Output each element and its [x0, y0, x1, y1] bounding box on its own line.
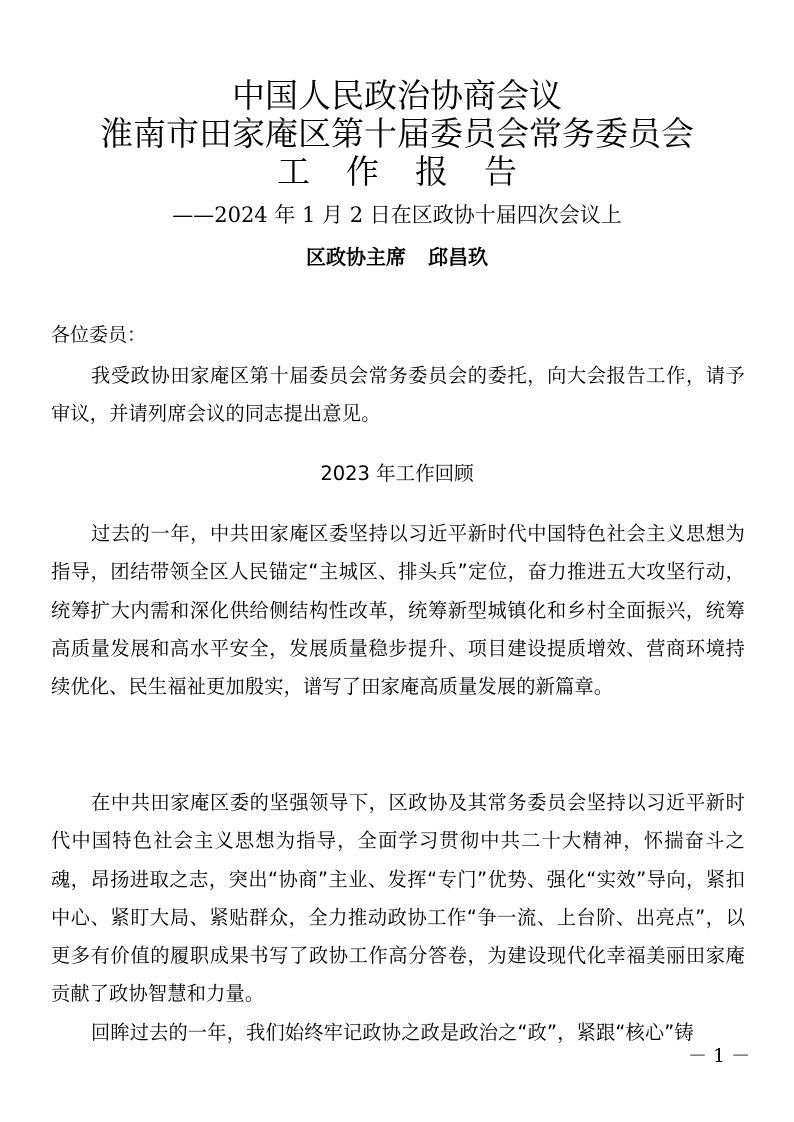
section-heading: 2023 年工作回顾	[320, 462, 474, 485]
title-line-1: 中国人民政治协商会议	[232, 76, 562, 115]
title-line-3: 工作报告	[277, 152, 553, 191]
speaker-line	[0, 242, 794, 272]
body-paragraph-2: 在中共田家庵区委的坚强领导下，区政协及其常务委员会坚持以习近平新时代中国特色社会主义思想为指导，全面学习贯彻中共二十大精神，怀揣奋斗之魂，昂扬进取之志，突出“协商”主业、发挥“专门”优势、强化“实效”导向，紧扣中心、紧盯大局、紧贴群众，全力推动政协工作“争一流、上台阶、出亮点”，以更多有价值的履职成果书写了政协工作高分答卷，为建设现代化幸福美丽田家庵贡献了政协智慧和力量。	[51, 791, 745, 1006]
body-paragraph-1: 过去的一年，中共田家庵区委坚持以习近平新时代中国特色社会主义思想为指导，团结带领全区人民锚定“主城区、排头兵”定位，奋力推进五大攻坚行动，统筹扩大内需和深化供给侧结构性改革，统筹新型城镇化和乡村全面振兴，统筹高质量发展和高水平安全，发展质量稳步提升、项目建设提质增效、营商环境持续优化、民生福祉更加殷实，谱写了田家庵高质量发展的新篇章。	[51, 522, 745, 699]
subtitle: ——2024 年 1 月 2 日在区政协十届四次会议上	[172, 203, 622, 227]
intro-paragraph: 我受政协田家庵区第十届委员会常务委员会的委托，向大会报告工作，请予审议，并请列席会议的同志提出意见。	[51, 364, 745, 426]
salutation: 各位委员：	[51, 324, 147, 346]
page-number: － 1 －	[688, 1045, 751, 1067]
body-paragraph-3: 回眸过去的一年，我们始终牢记政协之政是政治之“政”，紧跟“核心”铸	[91, 1021, 694, 1044]
speaker-title: 区政协主席	[306, 245, 406, 269]
title-line-2: 淮南市田家庵区第十届委员会常务委员会	[100, 114, 694, 153]
speaker-name: 邱昌玖	[428, 245, 488, 269]
